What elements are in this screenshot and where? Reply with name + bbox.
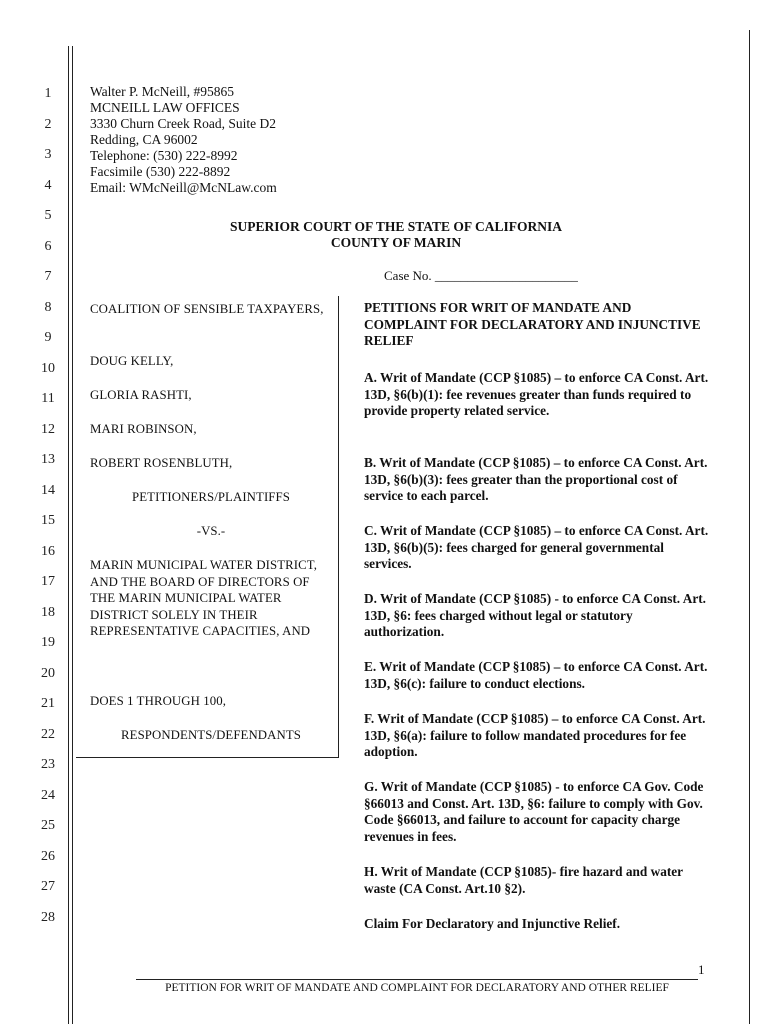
claim-f: F. Writ of Mandate (CCP §1085) – to enforce CA Const. Art. 13D, §6(a): failure to follow mandated procedures for fee adoption. bbox=[364, 711, 706, 759]
line-number: 19 bbox=[41, 635, 55, 650]
claim-e: E. Writ of Mandate (CCP §1085) – to enforce CA Const. Art. 13D, §6(c): failure to conduct elections. bbox=[364, 659, 708, 691]
page-number: 1 bbox=[698, 962, 705, 977]
line-number: 20 bbox=[41, 666, 55, 681]
margin-rule-left-outer bbox=[68, 46, 69, 1024]
petitioner-kelly: DOUG KELLY, bbox=[90, 354, 174, 368]
facsimile: Facsimile (530) 222-8892 bbox=[90, 164, 231, 179]
claim-c: C. Writ of Mandate (CCP §1085) – to enforce CA Const. Art. 13D, §6(b)(5): fees charged for general governmental services. bbox=[364, 523, 709, 571]
case-number: Case No. ______________________ bbox=[384, 268, 578, 283]
footer-rule bbox=[136, 979, 698, 980]
margin-rule-right bbox=[749, 30, 750, 1024]
line-number: 10 bbox=[41, 361, 55, 376]
respondent-does: DOES 1 THROUGH 100, bbox=[90, 694, 227, 708]
attorney-name: Walter P. McNeill, #95865 bbox=[90, 84, 235, 99]
line-number: 8 bbox=[44, 300, 52, 315]
footer-title: PETITION FOR WRIT OF MANDATE AND COMPLAINT FOR DECLARATORY AND OTHER RELIEF bbox=[165, 982, 669, 994]
respondent-district: MARIN MUNICIPAL WATER DISTRICT, AND THE BOARD OF DIRECTORS OF THE MARIN MUNICIPAL WATER DISTRICT SOLELY IN THEIR REPRESENTATIVE CAPACITIES, AND bbox=[90, 558, 318, 638]
line-number: 16 bbox=[41, 544, 55, 559]
court-name: SUPERIOR COURT OF THE STATE OF CALIFORNIA bbox=[229, 219, 563, 234]
line-number: 6 bbox=[44, 239, 52, 254]
address-street: 3330 Churn Creek Road, Suite D2 bbox=[90, 116, 276, 131]
attorney-header bbox=[90, 84, 277, 196]
respondents-role: RESPONDENTS/DEFENDANTS bbox=[121, 728, 301, 742]
claim-b: B. Writ of Mandate (CCP §1085) – to enforce CA Const. Art. 13D, §6(b)(3): fees greater than the proportional cost of service to each parcel. bbox=[364, 455, 708, 503]
line-number: 13 bbox=[41, 452, 55, 467]
petitioner-rashti: GLORIA RASHTI, bbox=[90, 388, 192, 402]
line-number: 22 bbox=[41, 727, 55, 742]
line-number: 2 bbox=[44, 117, 52, 132]
petitioner-rosenbluth: ROBERT ROSENBLUTH, bbox=[90, 456, 233, 470]
line-number: 26 bbox=[41, 849, 55, 864]
line-number: 3 bbox=[44, 147, 52, 162]
document-title: PETITIONS FOR WRIT OF MANDATE AND COMPLAINT FOR DECLARATORY AND INJUNCTIVE RELIEF bbox=[364, 300, 701, 348]
parties-caption-box bbox=[76, 296, 339, 758]
line-number: 28 bbox=[41, 910, 55, 925]
line-number: 23 bbox=[41, 757, 55, 772]
line-number: 11 bbox=[41, 391, 55, 406]
line-number: 7 bbox=[44, 269, 52, 284]
law-firm-name: MCNEILL LAW OFFICES bbox=[90, 100, 240, 115]
line-number: 21 bbox=[41, 696, 55, 711]
line-number: 9 bbox=[44, 330, 52, 345]
line-number: 27 bbox=[41, 879, 55, 894]
claim-g: G. Writ of Mandate (CCP §1085) - to enforce CA Gov. Code §66013 and Const. Art. 13D, §6: failure to comply with Gov. Code §66013, and failure to account for capacity charge revenues in fees. bbox=[364, 779, 704, 844]
line-number: 17 bbox=[41, 574, 55, 589]
line-number: 4 bbox=[44, 178, 52, 193]
line-number: 25 bbox=[41, 818, 55, 833]
petitioners-role: PETITIONERS/PLAINTIFFS bbox=[132, 490, 290, 504]
petitioner-robinson: MARI ROBINSON, bbox=[90, 422, 197, 436]
email: Email: WMcNeill@McNLaw.com bbox=[90, 180, 277, 195]
claim-declaratory-relief: Claim For Declaratory and Injunctive Relief. bbox=[364, 916, 621, 931]
line-number: 15 bbox=[41, 513, 55, 528]
claim-d: D. Writ of Mandate (CCP §1085) - to enforce CA Const. Art. 13D, §6: fees charged without legal or statutory authorization. bbox=[364, 591, 706, 639]
petitioner-coalition: COALITION OF SENSIBLE TAXPAYERS, bbox=[90, 302, 324, 316]
line-number: 5 bbox=[44, 208, 52, 223]
claim-h: H. Writ of Mandate (CCP §1085)- fire hazard and water waste (CA Const. Art.10 §2). bbox=[364, 864, 683, 896]
margin-rule-left-inner bbox=[72, 46, 73, 1024]
line-number: 18 bbox=[41, 605, 55, 620]
versus: -VS.- bbox=[196, 524, 226, 538]
line-number: 1 bbox=[44, 86, 52, 101]
line-number: 12 bbox=[41, 422, 55, 437]
address-city: Redding, CA 96002 bbox=[90, 132, 198, 147]
telephone: Telephone: (530) 222-8992 bbox=[90, 148, 238, 163]
line-number: 14 bbox=[41, 483, 55, 498]
line-number: 24 bbox=[41, 788, 55, 803]
court-county: COUNTY OF MARIN bbox=[330, 235, 462, 250]
claim-a: A. Writ of Mandate (CCP §1085) – to enforce CA Const. Art. 13D, §6(b)(1): fee revenues greater than funds required to provide property related service. bbox=[364, 370, 709, 418]
